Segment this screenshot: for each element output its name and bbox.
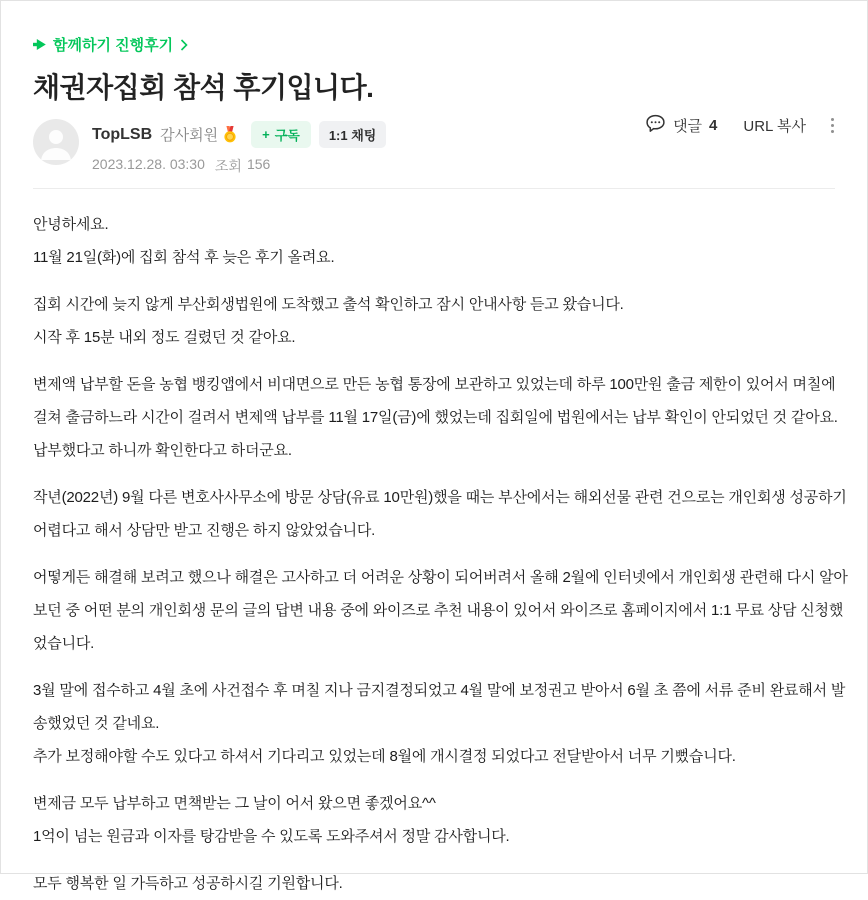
body-text-line: 어렵다고 해서 상담만 받고 진행은 하지 않았었습니다.: [33, 522, 376, 539]
body-text-line: 걸쳐 출금하느라 시간이 걸려서 변제액 납부를 11월 17일(금)에 했었는데 집회일에 법원에서는 납부 확인이 안되었던 것 같아요.: [33, 409, 838, 426]
person-silhouette-icon: [39, 126, 73, 165]
chevron-right-icon: [180, 39, 188, 51]
breadcrumb[interactable]: [33, 34, 835, 55]
body-paragraph: [33, 208, 835, 274]
breadcrumb-label[interactable]: 함께하기 진행후기: [53, 37, 174, 54]
body-text-line: 납부했다고 하니까 확인한다고 하더군요.: [33, 442, 292, 459]
subscribe-button[interactable]: [251, 121, 311, 148]
body-text-line: 었습니다.: [33, 635, 95, 652]
body-text-line: 추가 보정해야할 수도 있다고 하셔서 기다리고 있었는데 8월에 개시결정 되었다고 전달받아서 너무 기뻤습니다.: [33, 748, 736, 765]
post-date: 2023.12.28. 03:30: [92, 156, 205, 172]
body-paragraph: [33, 561, 848, 660]
body-paragraph: [33, 288, 835, 354]
body-text-line: 1억이 넘는 원금과 이자를 탕감받을 수 있도록 도와주셔서 정말 감사합니다.: [33, 828, 510, 845]
body-paragraph: [33, 481, 847, 547]
url-copy-button[interactable]: URL 복사: [743, 118, 806, 135]
comments-label: 댓글: [673, 118, 703, 135]
medal-icon: [223, 126, 237, 143]
avatar[interactable]: [33, 119, 79, 165]
body-paragraph: [33, 867, 835, 900]
plus-icon: +: [262, 127, 270, 142]
body-text-line: 집회 시간에 늦지 않게 부산회생법원에 도착했고 출석 확인하고 잠시 안내사항 듣고 왔습니다.: [33, 296, 624, 313]
board-arrow-icon: [33, 39, 46, 50]
page-title: 채권자집회 참석 후기입니다.: [33, 72, 374, 103]
comments-count: 4: [709, 117, 718, 134]
body-paragraph: [33, 368, 838, 467]
author-nickname[interactable]: TopLSB: [92, 125, 153, 143]
chat-button[interactable]: 1:1 채팅: [319, 121, 387, 148]
more-menu-button[interactable]: [828, 114, 837, 137]
body-text-line: 변제금 모두 납부하고 면책받는 그 날이 어서 왔으면 좋겠어요^^: [33, 795, 436, 812]
body-text-line: 안녕하세요.: [33, 216, 109, 233]
body-text-line: 작년(2022년) 9월 다른 변호사사무소에 방문 상담(유료 10만원)했을 때는 부산에서는 해외선물 관련 건으로는 개인회생 성공하기: [33, 489, 847, 506]
comments-button[interactable]: [645, 113, 717, 138]
body-text-line: 3월 말에 접수하고 4월 초에 사건접수 후 며칠 지나 금지결정되었고 4월 말에 보정권고 받아서 6월 초 쯤에 서류 준비 완료해서 발: [33, 682, 846, 699]
body-text-line: 11월 21일(화)에 집회 참석 후 늦은 후기 올려요.: [33, 249, 335, 266]
body-text-line: 시작 후 15분 내외 정도 걸렸던 것 같아요.: [33, 329, 296, 346]
body-text-line: 모두 행복한 일 가득하고 성공하시길 기원합니다.: [33, 875, 343, 892]
body-text-line: 변제액 납부할 돈을 농협 뱅킹앱에서 비대면으로 만든 농협 통장에 보관하고 있었는데 하루 100만원 출금 제한이 있어서 며칠에: [33, 376, 836, 393]
author-grade-label: 감사회원: [160, 127, 219, 144]
post-actions: [645, 113, 837, 138]
views-count: 156: [246, 156, 271, 172]
body-text-line: 어떻게든 해결해 보려고 했으나 해결은 고사하고 더 어려운 상황이 되어버려서 올해 2월에 인터넷에서 개인회생 관련해 다시 알아: [33, 569, 848, 586]
body-text-line: 보던 중 어떤 분의 개인회생 문의 글의 답변 내용 중에 와이즈로 추천 내용이 있어서 와이즈로 홈페이지에서 1:1 무료 상담 신청했: [33, 602, 844, 619]
vertical-dots-icon: [831, 118, 834, 121]
views-label: 조회: [214, 158, 242, 174]
subscribe-label: 구독: [274, 128, 300, 143]
body-paragraph: [33, 787, 835, 853]
speech-bubble-icon: [645, 113, 666, 138]
body-paragraph: [33, 674, 846, 773]
body-text-line: 송했었던 것 같네요.: [33, 715, 160, 732]
post-body: [1, 189, 867, 900]
